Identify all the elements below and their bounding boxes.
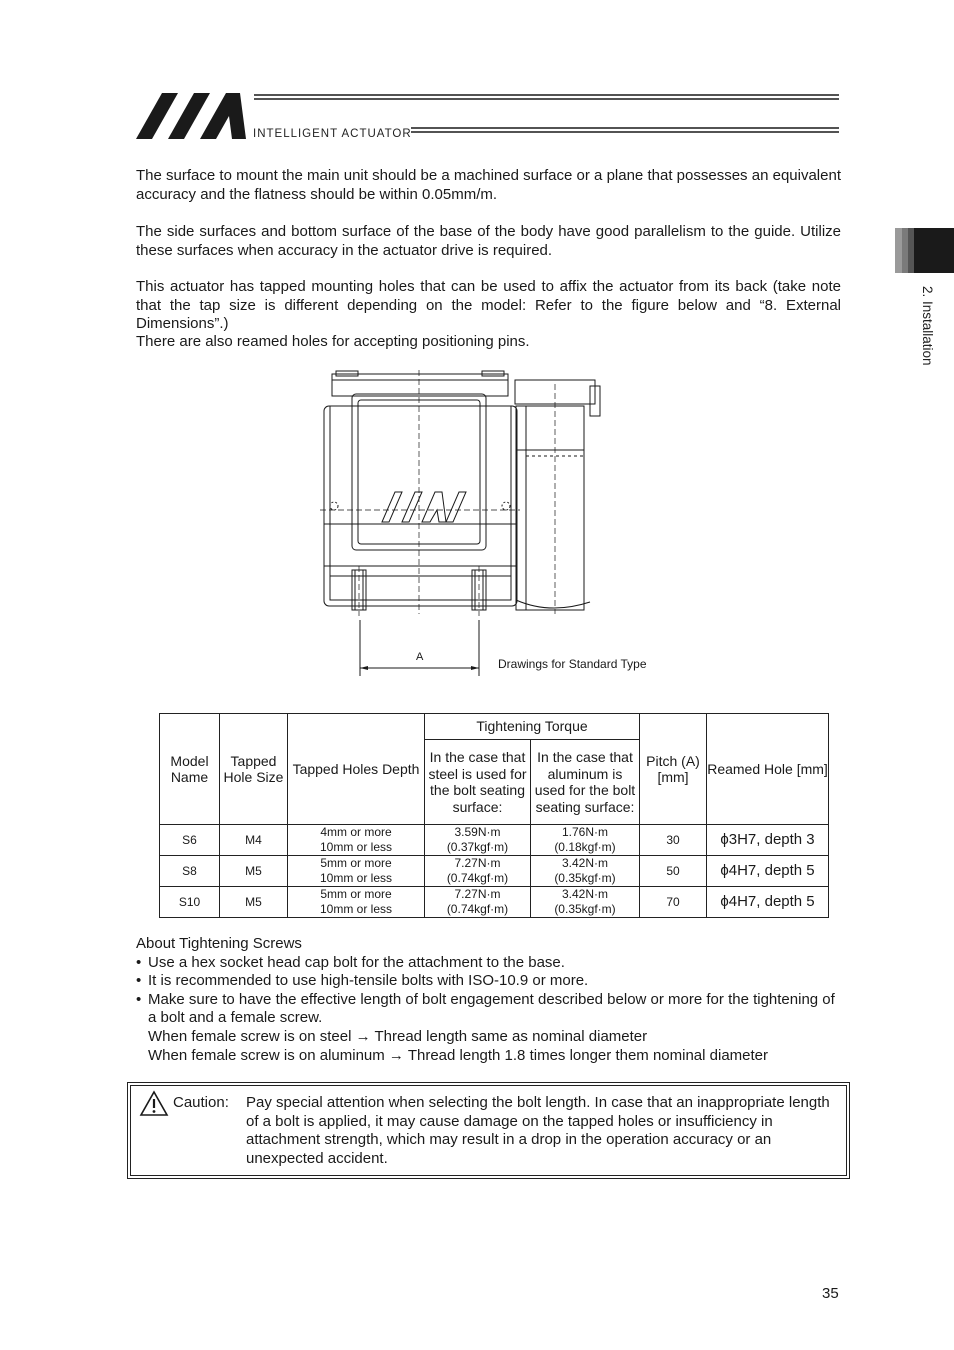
about-title: About Tightening Screws (136, 935, 302, 952)
table-row: S8 M5 5mm or more 10mm or less 7.27N·m (0.74kgf·m) 3.42N·m (0.35kgf·m) 50 ϕ4H7, depth 5 (160, 856, 829, 887)
chapter-tab (895, 228, 954, 273)
header-tap-size: Tapped Hole Size (220, 714, 288, 825)
drawing-caption: Drawings for Standard Type (498, 657, 647, 671)
logo-text: INTELLIGENT ACTUATOR (253, 128, 412, 140)
header-model: Model Name (160, 714, 220, 825)
table-row: S10 M5 5mm or more 10mm or less 7.27N·m (0.74kgf·m) 3.42N·m (0.35kgf·m) 70 ϕ4H7, depth 5 (160, 887, 829, 918)
sub-line-steel: When female screw is on steel → Thread length same as nominal diameter (148, 1027, 648, 1045)
header-torque-steel: In the case that steel is used for the bolt seating surface: (425, 740, 531, 825)
about-tightening-section (136, 935, 841, 1065)
table-row: S6 M4 4mm or more 10mm or less 3.59N·m (0.37kgf·m) 1.76N·m (0.18kgf·m) 30 ϕ3H7, depth 3 (160, 825, 829, 856)
header-pitch: Pitch (A) [mm] (640, 714, 707, 825)
page-number: 35 (822, 1285, 839, 1302)
header-reamed: Reamed Hole [mm] (707, 714, 829, 825)
header-torque-aluminum: In the case that aluminum is used for the bolt seating surface: (531, 740, 640, 825)
paragraph-tapped-holes: This actuator has tapped mounting holes that can be used to affix the actuator from its back (take note that the tap size is different depending on the model: Refer to the figure below and “8. External Dimensions”.) (136, 278, 841, 333)
chapter-label: 2. Installation (920, 286, 935, 366)
caution-text: Pay special attention when selecting the bolt length. In case that an inappropriate length of a bolt is applied, it may cause damage on the tapped holes or insufficiency in attachment strength, which may result in a drop in the operation accuracy or an unexpected accident. (246, 1094, 830, 1167)
tightening-table (159, 713, 829, 918)
paragraph-reamed-holes: There are also reamed holes for accepting positioning pins. (136, 333, 530, 350)
header-depth: Tapped Holes Depth (288, 714, 425, 825)
header-torque: Tightening Torque (425, 714, 640, 740)
warning-icon (139, 1090, 169, 1117)
list-item: • It is recommended to use high-tensile bolts with ISO-10.9 or more. (136, 972, 589, 990)
list-item: • Make sure to have the effective length of bolt engagement described below or more for the tightening of a bolt and a female screw. (136, 990, 835, 1027)
sub-line-aluminum: When female screw is on aluminum → Thread length 1.8 times longer them nominal diameter (148, 1046, 769, 1064)
list-item: • Use a hex socket head cap bolt for the attachment to the base. (136, 953, 565, 971)
dimension-a-label: A (416, 651, 424, 663)
actuator-drawing (320, 370, 665, 680)
iai-logo (136, 92, 841, 142)
paragraph-parallelism: The side surfaces and bottom surface of the base of the body have good parallelism to the guide. Utilize these surfaces when accuracy in the actuator drive is required. (136, 223, 841, 259)
paragraph-machined-surface: The surface to mount the main unit should be a machined surface or a plane that possesses an equivalent accuracy and the flatness should be within 0.05mm/m. (136, 167, 841, 203)
caution-label: Caution: (173, 1094, 229, 1111)
